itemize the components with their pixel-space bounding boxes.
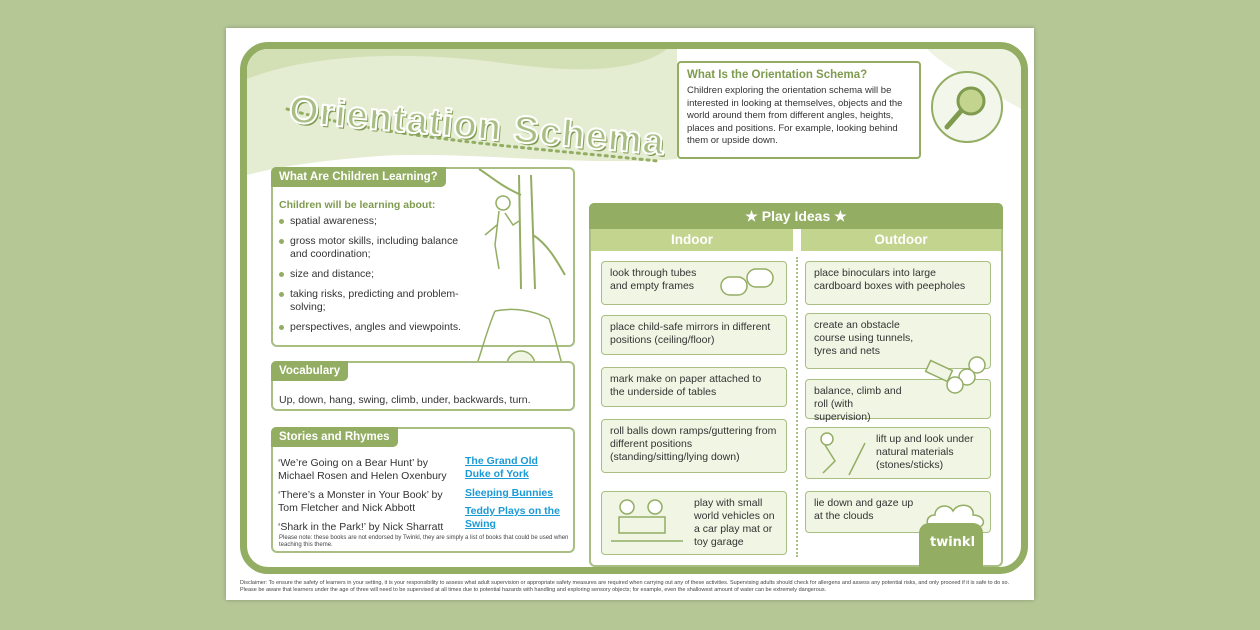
list-item: spatial awareness; xyxy=(277,215,467,228)
outdoor-heading: Outdoor xyxy=(801,229,1001,251)
indoor-idea: mark make on paper attached to the underside of tables xyxy=(601,367,787,407)
stories-panel xyxy=(271,427,575,553)
children-playing-icon xyxy=(605,493,689,553)
rhyme-link[interactable]: Teddy Plays on the Swing xyxy=(465,505,560,530)
vocabulary-panel xyxy=(271,361,575,411)
indoor-idea: play with small world vehicles on a car play mat or toy garage xyxy=(601,491,787,555)
what-is-box xyxy=(677,61,921,159)
list-item: taking risks, predicting and problem-solving; xyxy=(277,288,467,314)
child-climbing-tree-icon xyxy=(469,165,573,289)
rhyme-link[interactable]: The Grand Old Duke of York xyxy=(465,455,538,480)
rhyme-link[interactable]: Sleeping Bunnies xyxy=(465,487,554,499)
indoor-heading: Indoor xyxy=(591,229,793,251)
indoor-idea: roll balls down ramps/guttering from different positions (standing/sitting/lying down) xyxy=(601,419,787,473)
list-item: perspectives, angles and viewpoints. xyxy=(277,321,467,334)
play-ideas-panel xyxy=(589,203,1003,567)
star-icon: ★ xyxy=(834,208,847,224)
what-is-text: Children exploring the orientation schema will be interested in looking at themselves, objects and the world around them from different angles, heights, places and positions. For example, looking behind them or upside down. xyxy=(687,85,903,146)
outdoor-idea: place binoculars into large cardboard boxes with peepholes xyxy=(805,261,991,305)
outdoor-idea: balance, climb and roll (with supervision) xyxy=(805,379,991,419)
binoculars-icon xyxy=(717,263,779,303)
story-item: ‘Shark in the Park!’ by Nick Sharratt xyxy=(278,521,444,533)
worksheet xyxy=(226,28,1034,600)
child-looking-under-icon xyxy=(805,427,881,479)
outdoor-idea: lift up and look under natural materials (stones/sticks) xyxy=(805,427,991,479)
indoor-idea: place child-safe mirrors in different positions (ceiling/floor) xyxy=(601,315,787,355)
worksheet-frame xyxy=(240,42,1028,574)
list-item: size and distance; xyxy=(277,268,467,281)
play-ideas-title: Play Ideas xyxy=(761,208,831,224)
page-title: Orientation Schema xyxy=(287,89,667,164)
learning-list xyxy=(277,215,467,341)
twinkl-logo: twinkl xyxy=(919,523,983,567)
disclaimer: Disclaimer: To ensure the safety of learners in your setting, it is your responsibility to assess what adult supervision or appropriate safety measures are required when carrying out any of these activities. Supervising adults should check for allergens and assess any potential risks, and only proceed if it is safe to do so. Please be aware that learners under the age of three will need to be supervised at all times due to potential hazards with handling and exploring sensory objects; for example, even the shallowest amount of water can be extremely dangerous. xyxy=(240,580,1010,593)
learning-heading: What Are Children Learning? xyxy=(271,167,446,187)
vocabulary-text: Up, down, hang, swing, climb, under, backwards, turn. xyxy=(279,394,531,406)
tyres-icon xyxy=(907,335,999,415)
column-divider xyxy=(796,257,798,557)
play-ideas-heading xyxy=(589,203,1003,229)
story-item: ‘There’s a Monster in Your Book’ by Tom Fletcher and Nick Abbott xyxy=(278,489,443,514)
stories-heading: Stories and Rhymes xyxy=(271,427,398,447)
outdoor-idea: lie down and gaze up at the clouds xyxy=(805,491,991,533)
indoor-idea: look through tubes and empty frames xyxy=(601,261,787,305)
learning-intro: Children will be learning about: xyxy=(279,199,436,211)
stories-note: Please note: these books are not endorsed by Twinkl, they are simply a list of books that could be used when teaching this theme. xyxy=(279,535,569,548)
vocabulary-heading: Vocabulary xyxy=(271,361,348,381)
star-icon: ★ xyxy=(745,208,758,224)
story-item: ‘We’re Going on a Bear Hunt’ by Michael Rosen and Helen Oxenbury xyxy=(278,457,447,482)
what-is-heading: What Is the Orientation Schema? xyxy=(687,69,868,81)
outdoor-idea: create an obstacle course using tunnels, tyres and nets xyxy=(805,313,991,369)
magnifier-icon xyxy=(931,71,1003,143)
list-item: gross motor skills, including balance and coordination; xyxy=(277,235,467,261)
